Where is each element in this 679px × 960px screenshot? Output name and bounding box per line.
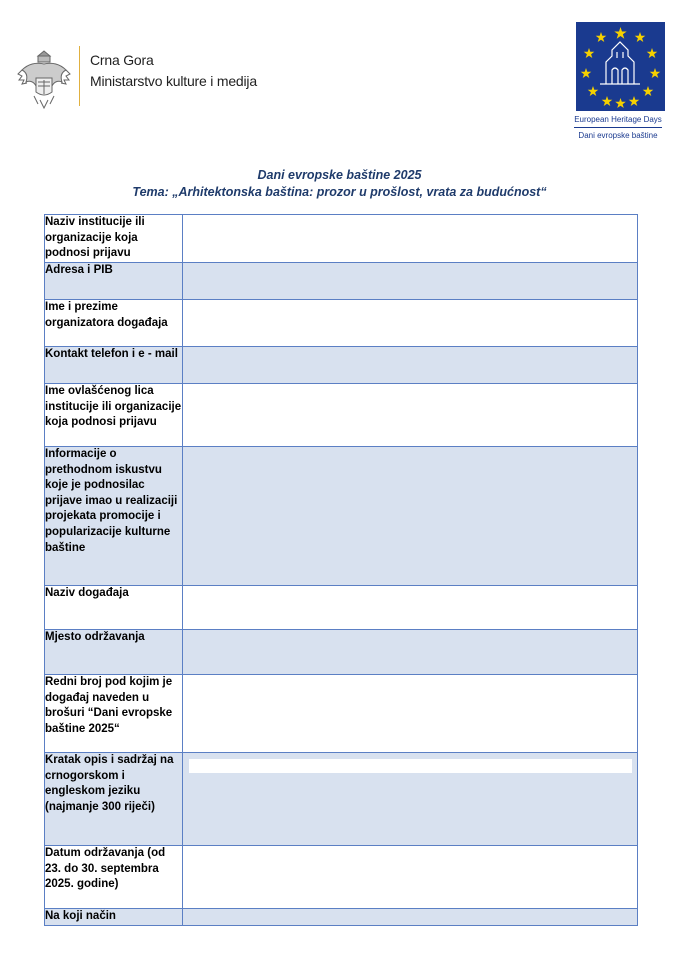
row-label: Informacije o prethodnom iskustvu koje je podnosilac prijave imao u realizaciji projekata promocije i popularizacije kulturne baštine xyxy=(45,447,183,586)
row-input[interactable] xyxy=(183,215,638,263)
logo-caption xyxy=(568,113,668,142)
document-titles xyxy=(0,167,679,201)
form-row xyxy=(45,384,638,447)
row-input[interactable] xyxy=(183,347,638,384)
row-label: Adresa i PIB xyxy=(45,263,183,300)
row-input[interactable] xyxy=(183,447,638,586)
logo-caption-line1: European Heritage Days xyxy=(574,115,662,124)
form-row xyxy=(45,447,638,586)
form-row xyxy=(45,300,638,347)
form-row xyxy=(45,675,638,753)
european-heritage-days-logo-icon xyxy=(576,22,665,111)
form-row xyxy=(45,909,638,926)
form-row xyxy=(45,347,638,384)
row-input[interactable] xyxy=(183,675,638,753)
row-label: Datum održavanja (od 23. do 30. septembra 2025. godine) xyxy=(45,846,183,909)
row-label: Kratak opis i sadržaj na crnogorskom i engleskom jeziku (najmanje 300 riječi) xyxy=(45,753,183,846)
document-theme: Tema: „Arhitektonska baština: prozor u prošlost, vrata za budućnost“ xyxy=(132,185,547,199)
document-title: Dani evropske baštine 2025 xyxy=(257,168,422,182)
row-input[interactable] xyxy=(183,384,638,447)
row-label: Ime ovlašćenog lica institucije ili organizacije koja podnosi prijavu xyxy=(45,384,183,447)
row-input[interactable] xyxy=(183,846,638,909)
row-label: Naziv događaja xyxy=(45,586,183,630)
organization-name xyxy=(90,50,257,92)
logo-caption-rule xyxy=(574,127,662,128)
org-line2: Ministarstvo kulture i medija xyxy=(90,73,257,89)
row-input[interactable] xyxy=(183,630,638,675)
form-row xyxy=(45,215,638,263)
row-input[interactable] xyxy=(183,909,638,926)
row-label: Ime i prezime organizatora događaja xyxy=(45,300,183,347)
org-line1: Crna Gora xyxy=(90,52,154,68)
row-label: Redni broj pod kojim je događaj naveden u brošuri “Dani evropske baštine 2025“ xyxy=(45,675,183,753)
header-divider xyxy=(79,46,80,106)
row-label: Mjesto održavanja xyxy=(45,630,183,675)
row-input[interactable] xyxy=(183,263,638,300)
form-row xyxy=(45,586,638,630)
logo-caption-line2: Dani evropske baštine xyxy=(578,131,658,140)
row-input-cell xyxy=(183,753,638,846)
row-label: Naziv institucije ili organizacije koja podnosi prijavu xyxy=(45,215,183,263)
coat-of-arms-icon xyxy=(16,48,72,112)
row-input[interactable] xyxy=(189,759,632,773)
application-form-table xyxy=(44,214,638,926)
row-label: Kontakt telefon i e - mail xyxy=(45,347,183,384)
form-row xyxy=(45,630,638,675)
row-input[interactable] xyxy=(183,300,638,347)
form-row xyxy=(45,846,638,909)
row-label: Na koji način xyxy=(45,909,183,926)
row-input[interactable] xyxy=(183,586,638,630)
document-header xyxy=(0,0,679,150)
form-row xyxy=(45,753,638,846)
form-row xyxy=(45,263,638,300)
